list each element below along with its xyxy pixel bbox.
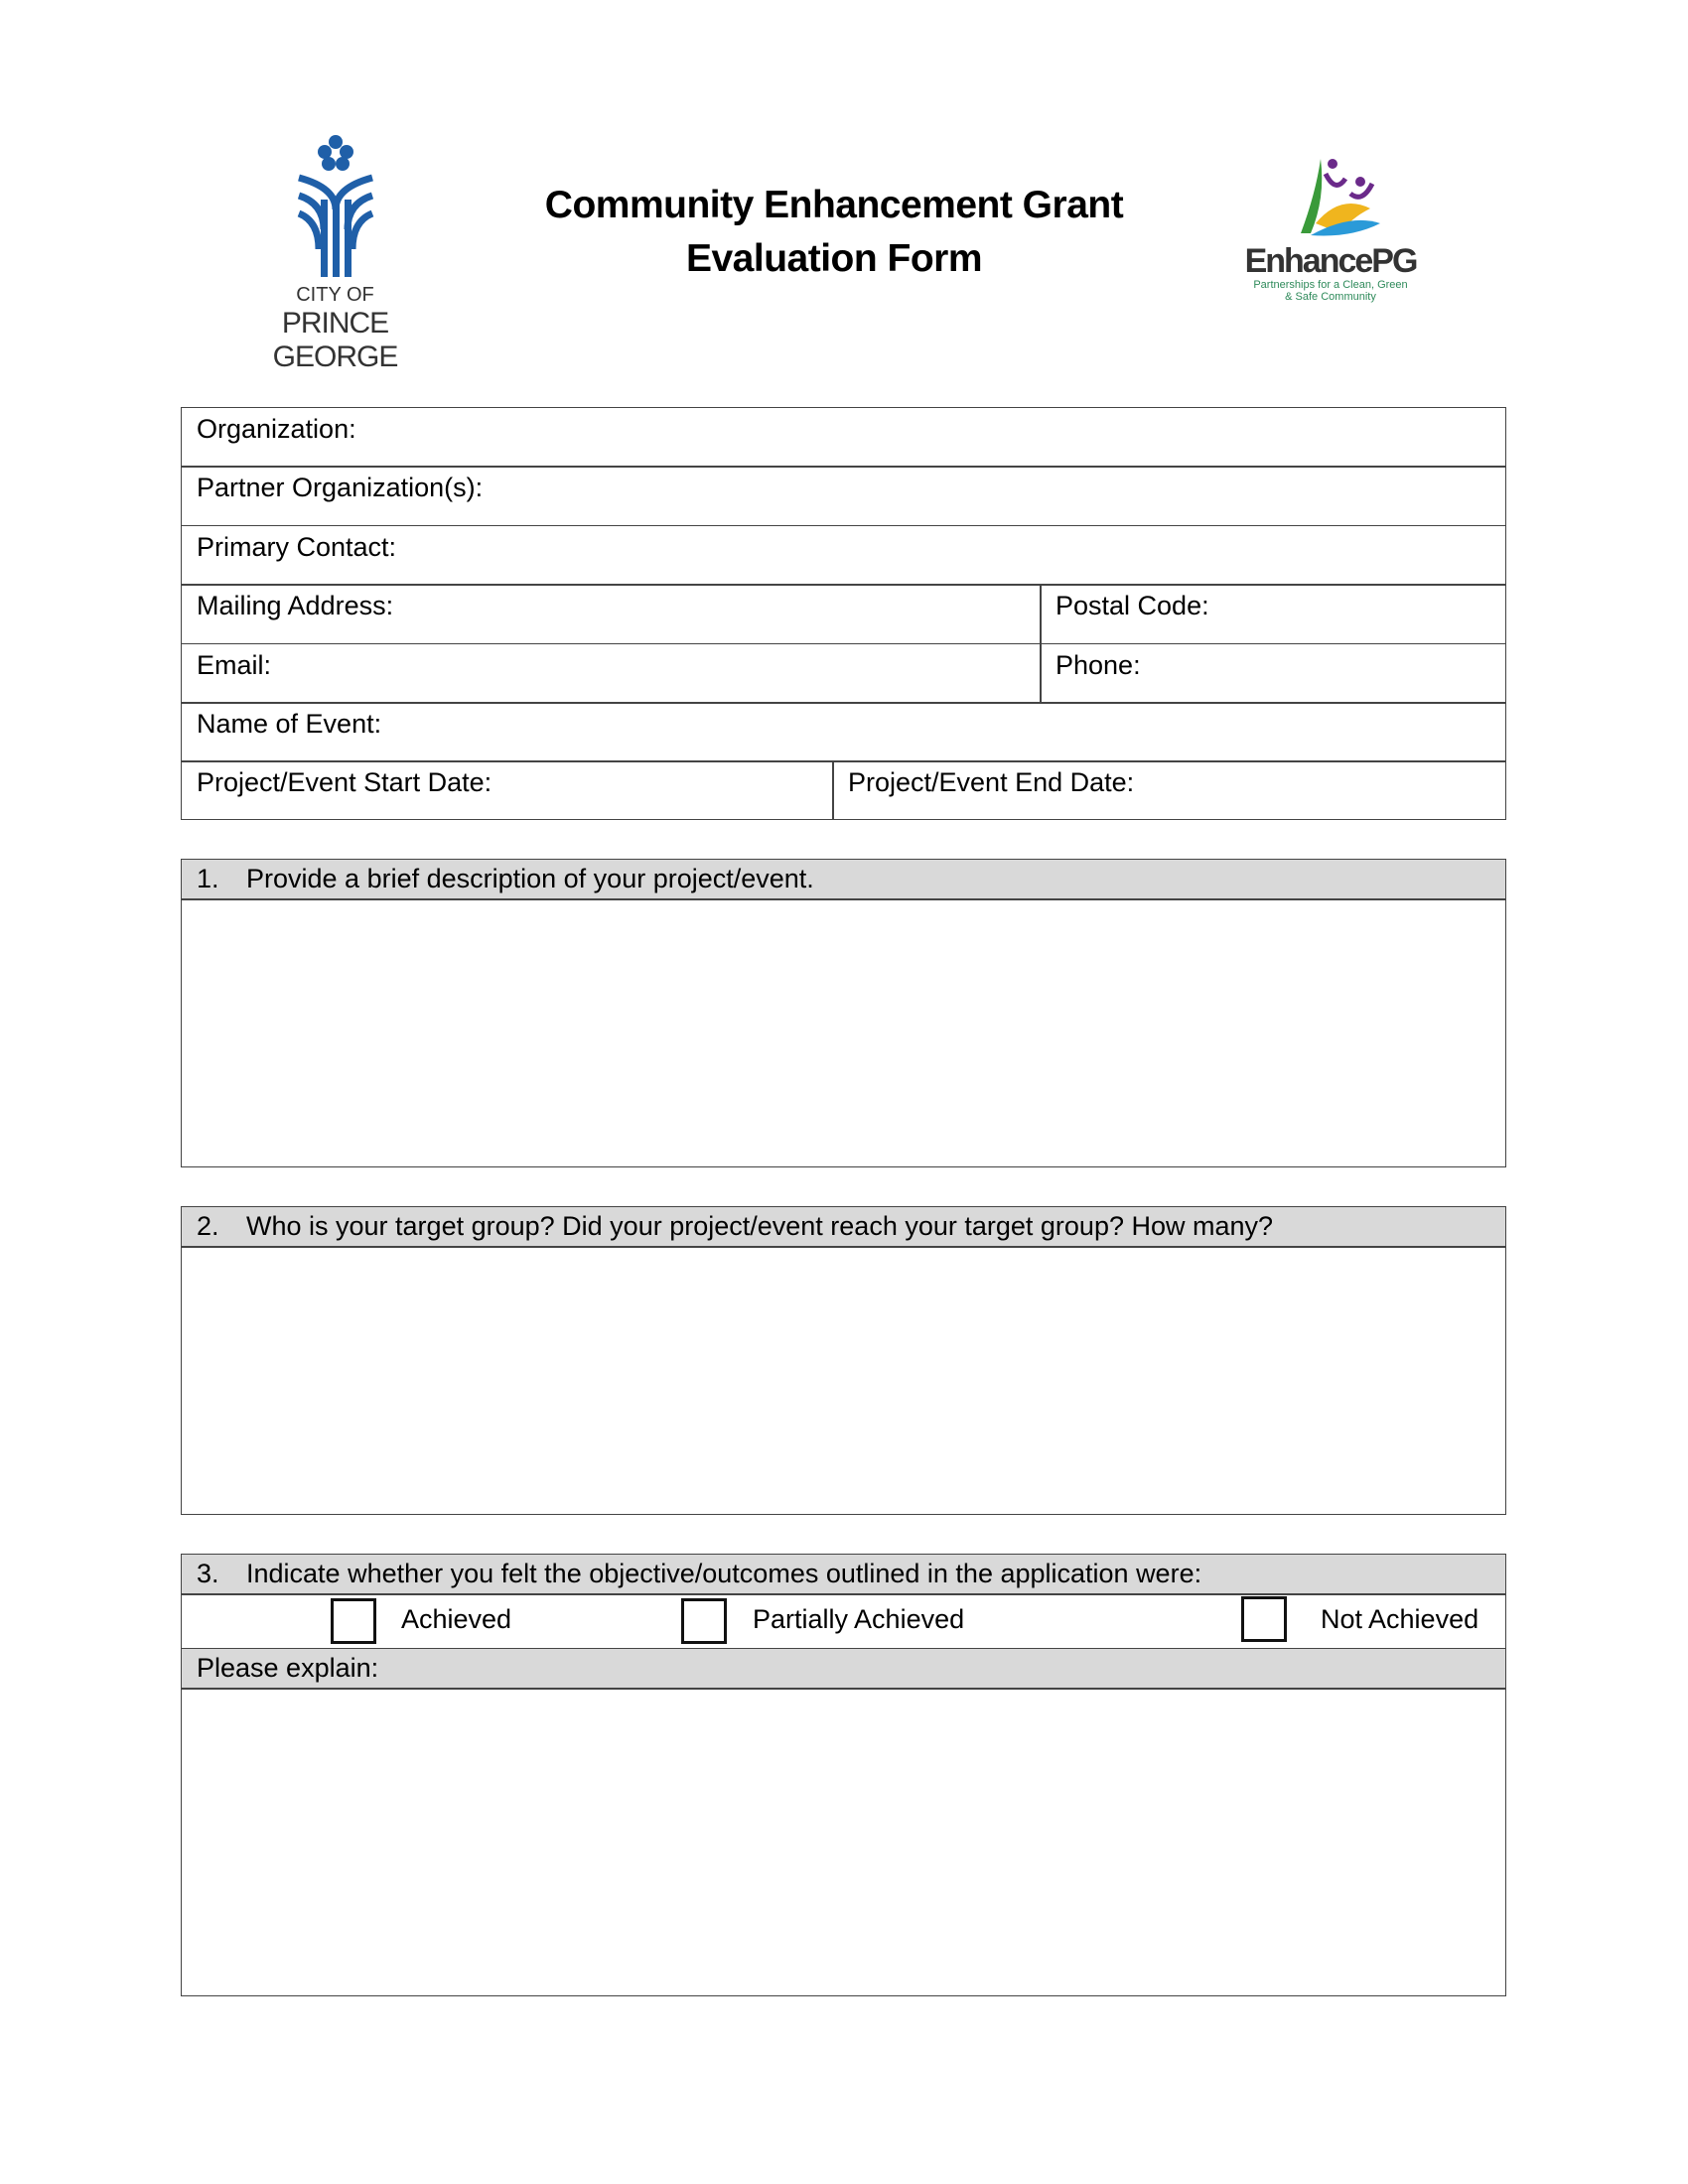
mailing-label: Mailing Address: (197, 591, 394, 620)
partially-achieved-checkbox[interactable] (681, 1598, 727, 1644)
q1-text: Provide a brief description of your project/event. (246, 864, 814, 893)
organization-label: Organization: (197, 414, 356, 444)
enhancepg-name: EnhancePG (1244, 242, 1417, 280)
partner-organization-field[interactable] (181, 466, 1506, 526)
please-explain-label: Please explain: (197, 1653, 379, 1683)
city-of-prince-george-logo (219, 130, 451, 373)
page-title-line1: Community Enhancement Grant (544, 184, 1124, 226)
email-field[interactable] (181, 643, 1042, 704)
end-date-field[interactable] (832, 760, 1506, 820)
partner-label: Partner Organization(s): (197, 473, 484, 502)
not-achieved-label: Not Achieved (1321, 1604, 1479, 1634)
question-2-header (181, 1206, 1506, 1248)
city-logo-line2: PRINCE GEORGE (272, 307, 398, 373)
question-2-answer-area[interactable] (181, 1246, 1506, 1515)
postal-code-field[interactable] (1040, 584, 1506, 644)
contact-label: Primary Contact: (197, 532, 397, 562)
page-title-line2: Evaluation Form (685, 237, 983, 280)
not-achieved-checkbox[interactable] (1241, 1596, 1287, 1642)
q3-text: Indicate whether you felt the objective/outcomes outlined in the application were: (246, 1559, 1202, 1588)
enhancepg-tagline2: & Safe Community (1285, 291, 1376, 303)
postal-label: Postal Code: (1055, 591, 1209, 620)
q3-number: 3. (197, 1559, 219, 1588)
primary-contact-field[interactable] (181, 525, 1506, 586)
email-label: Email: (197, 650, 272, 680)
end-label: Project/Event End Date: (848, 767, 1135, 797)
phone-label: Phone: (1055, 650, 1141, 680)
achieved-label: Achieved (401, 1604, 512, 1634)
city-emblem-icon (219, 130, 451, 279)
question-3-explain-area[interactable] (181, 1688, 1506, 1996)
start-label: Project/Event Start Date: (197, 767, 492, 797)
question-1-header (181, 859, 1506, 900)
start-date-field[interactable] (181, 760, 834, 820)
mailing-address-field[interactable] (181, 584, 1042, 644)
question-3-header (181, 1554, 1506, 1595)
organization-field[interactable] (181, 407, 1506, 468)
event-label: Name of Event: (197, 709, 382, 739)
q2-number: 2. (197, 1211, 219, 1241)
enhancepg-emblem-icon (1271, 154, 1390, 238)
city-logo-line1: CITY OF (296, 284, 374, 306)
partially-achieved-label: Partially Achieved (753, 1604, 965, 1634)
question-1-answer-area[interactable] (181, 898, 1506, 1167)
event-name-field[interactable] (181, 702, 1506, 762)
phone-field[interactable] (1040, 643, 1506, 704)
q1-number: 1. (197, 864, 219, 893)
q2-text: Who is your target group? Did your project/event reach your target group? How many? (246, 1211, 1274, 1241)
please-explain-header (181, 1648, 1506, 1690)
achieved-checkbox[interactable] (331, 1598, 376, 1644)
enhancepg-logo (1236, 154, 1425, 313)
enhancepg-tagline1: Partnerships for a Clean, Green (1253, 279, 1408, 291)
